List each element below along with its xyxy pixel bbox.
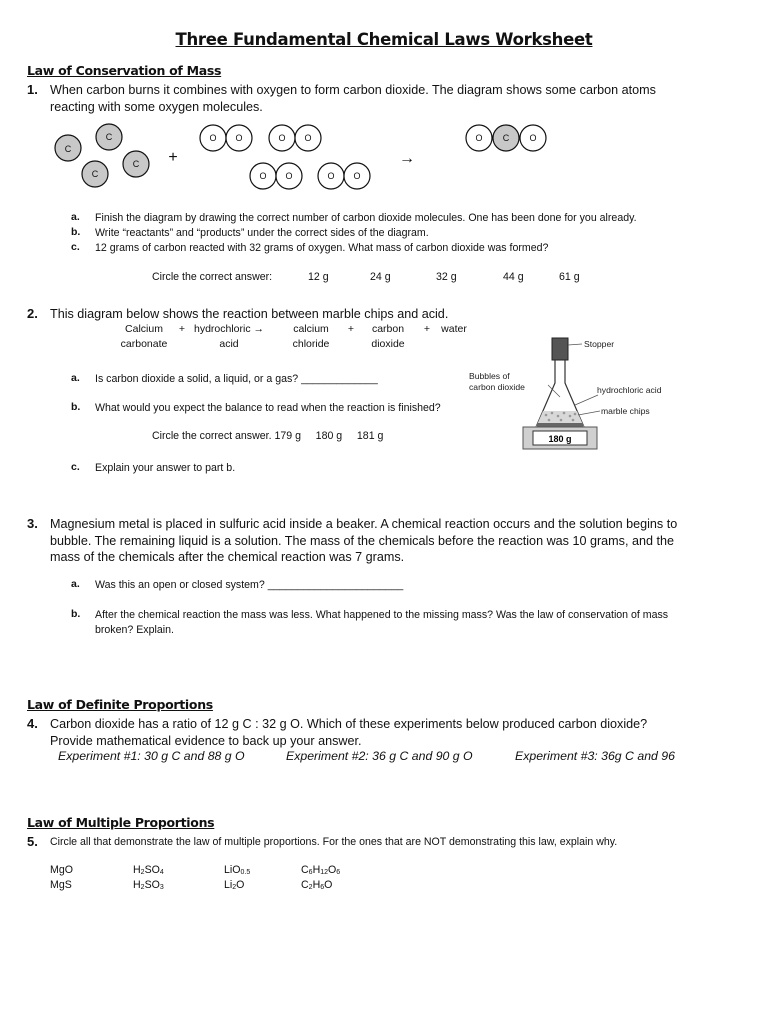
q2b-label: b. bbox=[71, 401, 81, 413]
question-4-text: Carbon dioxide has a ratio of 12 g C : 32 g O. Which of these experiments below produced carbon dioxide? Provide mathematical evidence to back up your answer. bbox=[50, 717, 648, 748]
experiment-3: Experiment #3: 36g C and 96 bbox=[515, 749, 675, 763]
stopper-icon bbox=[552, 338, 568, 360]
equation-term-calcium-carbonate: Calcium carbonate bbox=[120, 323, 168, 350]
q3b-text: After the chemical reaction the mass was less. What happened to the missing mass? Was the law of conservation of mass broken? Explain. bbox=[95, 609, 669, 636]
atom-label: C bbox=[91, 169, 99, 179]
answer-option[interactable]: 61 g bbox=[559, 271, 580, 283]
flask-on-balance-figure bbox=[520, 335, 600, 455]
svg-text:O: O bbox=[285, 171, 293, 181]
oxygen-molecule bbox=[269, 125, 321, 151]
oxygen-molecule bbox=[250, 163, 302, 189]
carbon-atom bbox=[55, 135, 81, 161]
question-2-text: This diagram below shows the reaction between marble chips and acid. bbox=[50, 307, 449, 321]
q1c-label: c. bbox=[71, 241, 80, 253]
svg-text:O: O bbox=[259, 171, 267, 181]
section-heading-multiple: Law of Multiple Proportions bbox=[27, 815, 215, 830]
question-3-text: Magnesium metal is placed in sulfuric acid inside a beaker. A chemical reaction occurs and the solution begins to bubble. The remaining liquid is a solution. The mass of the chemicals before the reaction was 10 grams, and the mass of the chemicals after the chemical reaction was 7 grams. bbox=[50, 517, 678, 564]
formula-h2so3[interactable]: $H_2SO_3$ bbox=[133, 879, 164, 891]
carbon-dioxide-molecule bbox=[466, 125, 546, 151]
atom-label: C bbox=[132, 159, 140, 169]
question-5-text: Circle all that demonstrate the law of multiple proportions. For the ones that are NOT demonstrating this law, explain why. bbox=[50, 836, 618, 848]
question-1-text: When carbon burns it combines with oxygen to form carbon dioxide. The diagram shows some carbon atoms reacting with some oxygen molecules. bbox=[50, 83, 656, 114]
equation-term-carbon-dioxide: carbon dioxide bbox=[371, 323, 405, 350]
label-marble-chips: marble chips bbox=[601, 406, 650, 416]
q2c-text: Explain your answer to part b. bbox=[95, 462, 236, 474]
q2-circle-answers: Circle the correct answer. 179 g 180 g 181 g bbox=[152, 430, 384, 442]
oxygen-molecule bbox=[318, 163, 370, 189]
balance-reading: 180 g bbox=[548, 434, 572, 444]
experiment-2: Experiment #2: 36 g C and 90 g O bbox=[286, 749, 473, 763]
equation-plus: + bbox=[423, 323, 431, 335]
q2c-label: c. bbox=[71, 461, 80, 473]
q2b-text: What would you expect the balance to read when the reaction is finished? bbox=[95, 402, 441, 414]
question-number-4: 4. bbox=[27, 716, 38, 731]
q2a-label: a. bbox=[71, 372, 80, 384]
reaction-arrow: → bbox=[399, 150, 415, 167]
atom-label: C bbox=[64, 144, 72, 154]
formula-lio05[interactable]: LiO$_{0.5}$ bbox=[224, 864, 251, 876]
svg-text:C: C bbox=[502, 133, 510, 143]
section-heading-definite: Law of Definite Proportions bbox=[27, 697, 213, 712]
q1-circle-prompt: Circle the correct answer: bbox=[152, 271, 273, 283]
oxygen-molecule bbox=[200, 125, 252, 151]
q1b-text: Write “reactants” and “products” under the correct sides of the diagram. bbox=[95, 227, 429, 239]
svg-text:O: O bbox=[353, 171, 361, 181]
carbon-atom bbox=[82, 161, 108, 187]
svg-text:O: O bbox=[209, 133, 217, 143]
q1c-text: 12 grams of carbon reacted with 32 grams of oxygen. What mass of carbon dioxide was formed? bbox=[95, 242, 549, 254]
svg-text:O: O bbox=[529, 133, 537, 143]
equation-plus: + bbox=[347, 323, 355, 335]
label-hydrochloric-acid: hydrochloric acid bbox=[597, 385, 662, 395]
atom-label: C bbox=[105, 132, 113, 142]
svg-text:O: O bbox=[304, 133, 312, 143]
question-number-2: 2. bbox=[27, 306, 38, 321]
svg-text:O: O bbox=[327, 171, 335, 181]
experiment-1: Experiment #1: 30 g C and 88 g O bbox=[58, 749, 245, 763]
q3a-text: Was this an open or closed system? _______________________ bbox=[95, 579, 404, 591]
carbon-atom bbox=[96, 124, 122, 150]
question-number-5: 5. bbox=[27, 834, 38, 849]
answer-option[interactable]: 44 g bbox=[503, 271, 524, 283]
q1a-text: Finish the diagram by drawing the correct number of carbon dioxide molecules. One has been done for you already. bbox=[95, 212, 637, 224]
carbon-oxygen-diagram bbox=[0, 120, 768, 200]
plus-sign: + bbox=[168, 149, 178, 166]
svg-text:O: O bbox=[475, 133, 483, 143]
q2a-text: Is carbon dioxide a solid, a liquid, or a gas? _____________ bbox=[95, 373, 378, 385]
question-number-1: 1. bbox=[27, 82, 38, 97]
formula-li2o[interactable]: $Li_2O$ bbox=[224, 879, 245, 891]
formula-c2h6o[interactable]: $C_2H_6O$ bbox=[301, 879, 333, 891]
equation-plus: + bbox=[178, 323, 186, 335]
equation-term-water: water bbox=[441, 323, 467, 335]
q3a-label: a. bbox=[71, 578, 80, 590]
worksheet-title: Three Fundamental Chemical Laws Worksheet bbox=[175, 30, 593, 49]
section-heading-conservation: Law of Conservation of Mass bbox=[27, 63, 222, 78]
question-number-3: 3. bbox=[27, 516, 38, 531]
formula-mgo[interactable]: MgO bbox=[50, 864, 73, 876]
formula-h2so4[interactable]: $H_2SO_4$ bbox=[133, 864, 164, 876]
carbon-atom bbox=[123, 151, 149, 177]
equation-term-calcium-chloride: calcium chloride bbox=[292, 323, 330, 350]
formula-mgs[interactable]: MgS bbox=[50, 879, 72, 891]
equation-term-hydrochloric-acid: hydrochloric → acid bbox=[193, 323, 265, 350]
svg-text:O: O bbox=[278, 133, 286, 143]
q1b-label: b. bbox=[71, 226, 81, 238]
svg-text:O: O bbox=[235, 133, 243, 143]
answer-option[interactable]: 24 g bbox=[370, 271, 391, 283]
label-stopper: Stopper bbox=[584, 339, 615, 349]
label-bubbles: Bubbles of carbon dioxide bbox=[469, 371, 525, 392]
q1a-label: a. bbox=[71, 211, 80, 223]
q3b-label: b. bbox=[71, 608, 81, 620]
answer-option[interactable]: 12 g bbox=[308, 271, 329, 283]
formula-c6h12o6[interactable]: $C_6H_{12}O_6$ bbox=[301, 864, 341, 876]
answer-option[interactable]: 32 g bbox=[436, 271, 457, 283]
